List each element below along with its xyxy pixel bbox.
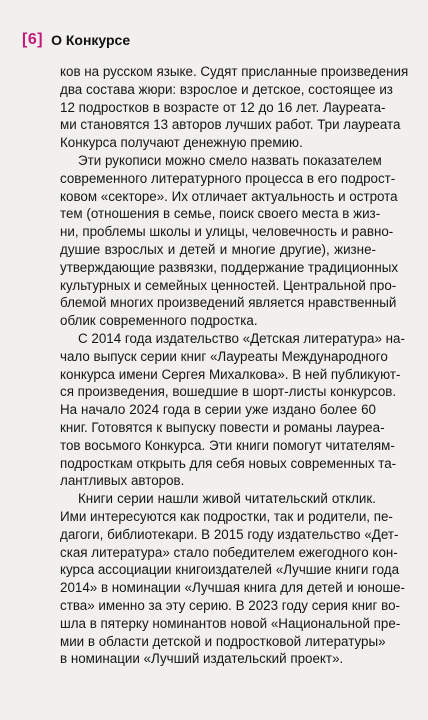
text-line: современного литературного процесса в его подрост- <box>60 170 396 186</box>
section-title: О Конкурсе <box>51 32 131 48</box>
text-line: мии в области детской и подростковой литературы» <box>60 633 386 649</box>
text-line: два состава жюри: взрослое и детское, состоящее из <box>60 81 393 97</box>
text-line: 2014» в номинации «Лучшая книга для детей и юноше- <box>60 580 405 596</box>
text-line: книг. Готовятся к выпуску повести и романы лауреа- <box>60 419 385 435</box>
page-number: [6] <box>22 31 44 48</box>
text-line: ми становятся 13 авторов лучших работ. Три лауреата <box>60 117 401 133</box>
text-line: блемой многих произведений является нравственный <box>60 295 397 311</box>
text-line: ства» именно за эту серию. В 2023 году серия книг во- <box>60 597 400 613</box>
text-line: ни, проблемы школы и улицы, человечность и равно- <box>60 224 394 240</box>
paragraph <box>60 152 399 330</box>
text-line: 12 подростков в возрасте от 12 до 16 лет. Лауреата- <box>60 99 386 115</box>
text-line: утверждающие развязки, поддержание традиционных <box>60 259 399 275</box>
text-line: курса ассоциации книгоиздателей «Лучшие книги года <box>60 562 400 578</box>
text-line: культурных и семейных ценностей. Центральной про- <box>60 277 397 293</box>
text-line: Эти рукописи можно смело назвать показателем <box>78 152 382 168</box>
paragraph <box>60 490 405 668</box>
text-line: ская литература» стало победителем ежегодного кон- <box>60 544 398 560</box>
body-text <box>60 63 409 668</box>
text-line: Конкурса получают денежную премию. <box>60 135 303 151</box>
text-line: ся произведения, вошедшие в шорт-листы конкурсов. <box>60 384 397 400</box>
text-line: На начало 2024 года в серии уже издано более 60 <box>60 402 376 418</box>
text-line: лантливых авторов. <box>60 473 185 489</box>
text-line: конкурса имени Сергея Михалкова». В ней публикуют- <box>60 366 401 382</box>
text-line: С 2014 года издательство «Детская литература» на- <box>78 330 405 346</box>
text-line: тем (отношения в семье, поиск своего места в жиз- <box>60 206 381 222</box>
text-line: душие взрослых и детей и многие другие), жизне- <box>60 241 376 257</box>
text-line: Ими интересуются как подростки, так и родители, пе- <box>60 508 393 524</box>
text-line: ков на русском языке. Судят присланные произведения <box>60 64 409 79</box>
text-line: шла в пятерку номинантов новой «Национальной пре- <box>60 615 401 631</box>
text-line: облик современного подростка. <box>60 313 258 329</box>
paragraph <box>60 63 409 152</box>
page-header <box>22 31 130 49</box>
text-line: Книги серии нашли живой читательский отклик. <box>78 491 376 507</box>
text-line: тов восьмого Конкурса. Эти книги помогут читателям- <box>60 437 395 453</box>
text-line: в номинации «Лучший издательский проект». <box>60 651 344 667</box>
text-line: подросткам открыть для себя новых современных та- <box>60 455 397 471</box>
paragraph <box>60 330 405 490</box>
text-line: ковом «секторе». Их отличает актуальность и острота <box>60 188 398 204</box>
text-line: чало выпуск серии книг «Лауреаты Международного <box>60 348 388 364</box>
text-line: дагоги, библиотекари. В 2015 году издательство «Дет- <box>60 526 399 542</box>
